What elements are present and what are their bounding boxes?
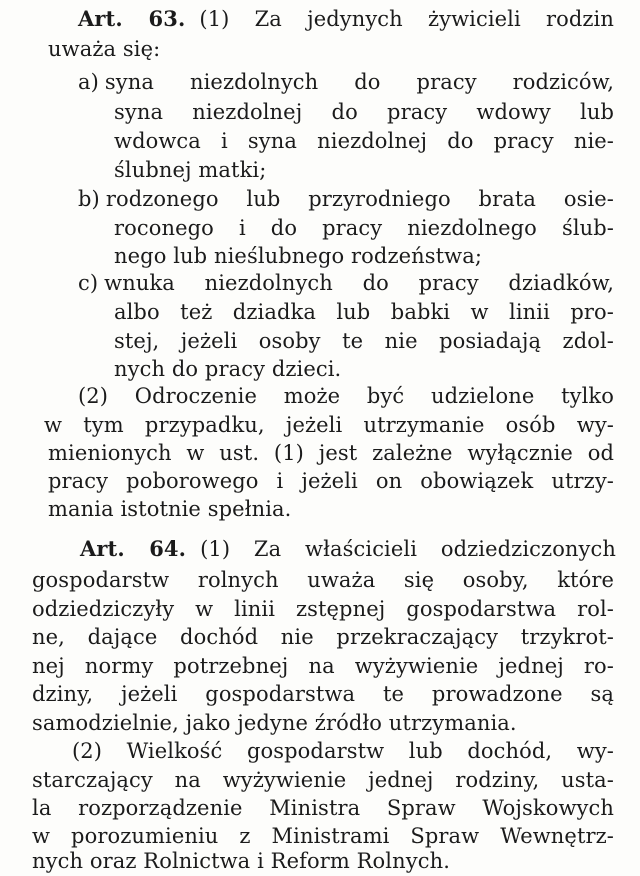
article-64-line-3 [32, 594, 614, 624]
article-64-text: (1) Za właścicieli odziedziczonych [200, 537, 617, 561]
article-63-line-17 [48, 466, 614, 496]
item-marker-a: a) [78, 70, 99, 94]
article-64-text: nych oraz Rolnictwa i Reform Rolnych. [32, 849, 450, 873]
article-63-text: syna niezdolnej do pracy wdowy lub [114, 100, 614, 124]
article-63-label: Art. 63. [78, 6, 186, 31]
article-64-text: ne, dające dochód nie przekraczający trzykrot- [32, 625, 614, 649]
article-64-text: odziedziczyły w linii zstępnej gospodarstwa rol- [32, 597, 614, 621]
article-64-line-2 [32, 565, 614, 595]
article-63-line-15 [44, 410, 614, 440]
item-marker-c: c) [78, 271, 99, 295]
article-63-line-11 [114, 297, 614, 327]
article-63-line-16 [48, 438, 614, 468]
article-63-text: (2) Odroczenie może być udzielone tylko [78, 384, 614, 408]
article-63-line-2 [48, 34, 632, 64]
article-63-text: nych do pracy dzieci. [114, 357, 342, 381]
article-63-item-a [78, 67, 614, 97]
article-64-text: gospodarstw rolnych uważa się osoby, które [32, 568, 614, 592]
article-64-label: Art. 64. [80, 536, 187, 561]
article-64-line-4 [32, 622, 614, 652]
article-63-text: stej, jeżeli osoby te nie posiadają zdol- [114, 329, 614, 353]
article-63-text: roconego i do pracy niezdolnego ślub- [114, 216, 614, 240]
article-64-line-5 [32, 651, 614, 681]
article-63-text: w tym przypadku, jeżeli utrzymanie osób wy- [44, 413, 614, 437]
article-63-line-1 [78, 4, 614, 34]
article-63-line-12 [114, 326, 614, 356]
article-64-line-1 [80, 534, 616, 564]
article-63-line-6 [114, 155, 614, 185]
article-63-text: ślubnej matki; [114, 158, 267, 182]
article-64-line-7 [32, 708, 614, 738]
article-63-text: nego lub nieślubnego rodzeństwa; [114, 244, 483, 268]
article-63-line-5 [114, 126, 614, 156]
article-64-text: nej normy potrzebnej na wyżywienie jednej ro- [32, 654, 614, 678]
article-63-line-4 [114, 97, 614, 127]
article-63-text: pracy poborowego i jeżeli on obowiązek utrzy- [48, 469, 614, 493]
article-63-text: wdowca i syna niezdolnej do pracy nie- [114, 129, 614, 153]
article-63-text: albo też dziadka lub babki w linii pro- [114, 300, 614, 324]
article-64-line-6 [32, 679, 614, 709]
article-64-text: la rozporządzenie Ministra Spraw Wojskowych [32, 796, 614, 820]
article-63-line-14 [78, 381, 614, 411]
article-63-line-8 [114, 213, 614, 243]
article-63-text: uważa się: [48, 37, 161, 61]
article-63-text: syna niezdolnych do pracy rodziców, [104, 70, 614, 94]
article-63-line-9 [114, 241, 614, 271]
article-64-text: samodzielnie, jako jedyne źródło utrzymania. [32, 711, 517, 735]
article-64-line-9 [32, 765, 614, 795]
article-64-text: dziny, jeżeli gospodarstwa te prowadzone są [32, 682, 614, 706]
article-63-item-c [78, 268, 614, 298]
article-64-text: w porozumieniu z Ministrami Spraw Wewnętrz- [32, 824, 614, 848]
article-64-text: (2) Wielkość gospodarstw lub dochód, wy- [72, 739, 614, 763]
article-63-text: wnuka niezdolnych do pracy dziadków, [104, 271, 614, 295]
article-63-line-18 [48, 494, 614, 524]
article-63-text: (1) Za jedynych żywicieli rodzin [199, 7, 614, 31]
article-64-text: starczający na wyżywienie jednej rodziny, usta- [32, 768, 614, 792]
article-63-item-b [78, 184, 614, 214]
article-63-text: mienionych w ust. (1) jest zależne wyłącznie od [48, 441, 614, 465]
article-64-line-10 [32, 793, 614, 823]
article-63-text: mania istotnie spełnia. [48, 497, 292, 521]
item-marker-b: b) [78, 187, 100, 211]
article-63-text: rodzonego lub przyrodniego brata osie- [105, 187, 614, 211]
article-63-line-13 [114, 354, 614, 384]
article-64-line-8 [72, 736, 614, 766]
